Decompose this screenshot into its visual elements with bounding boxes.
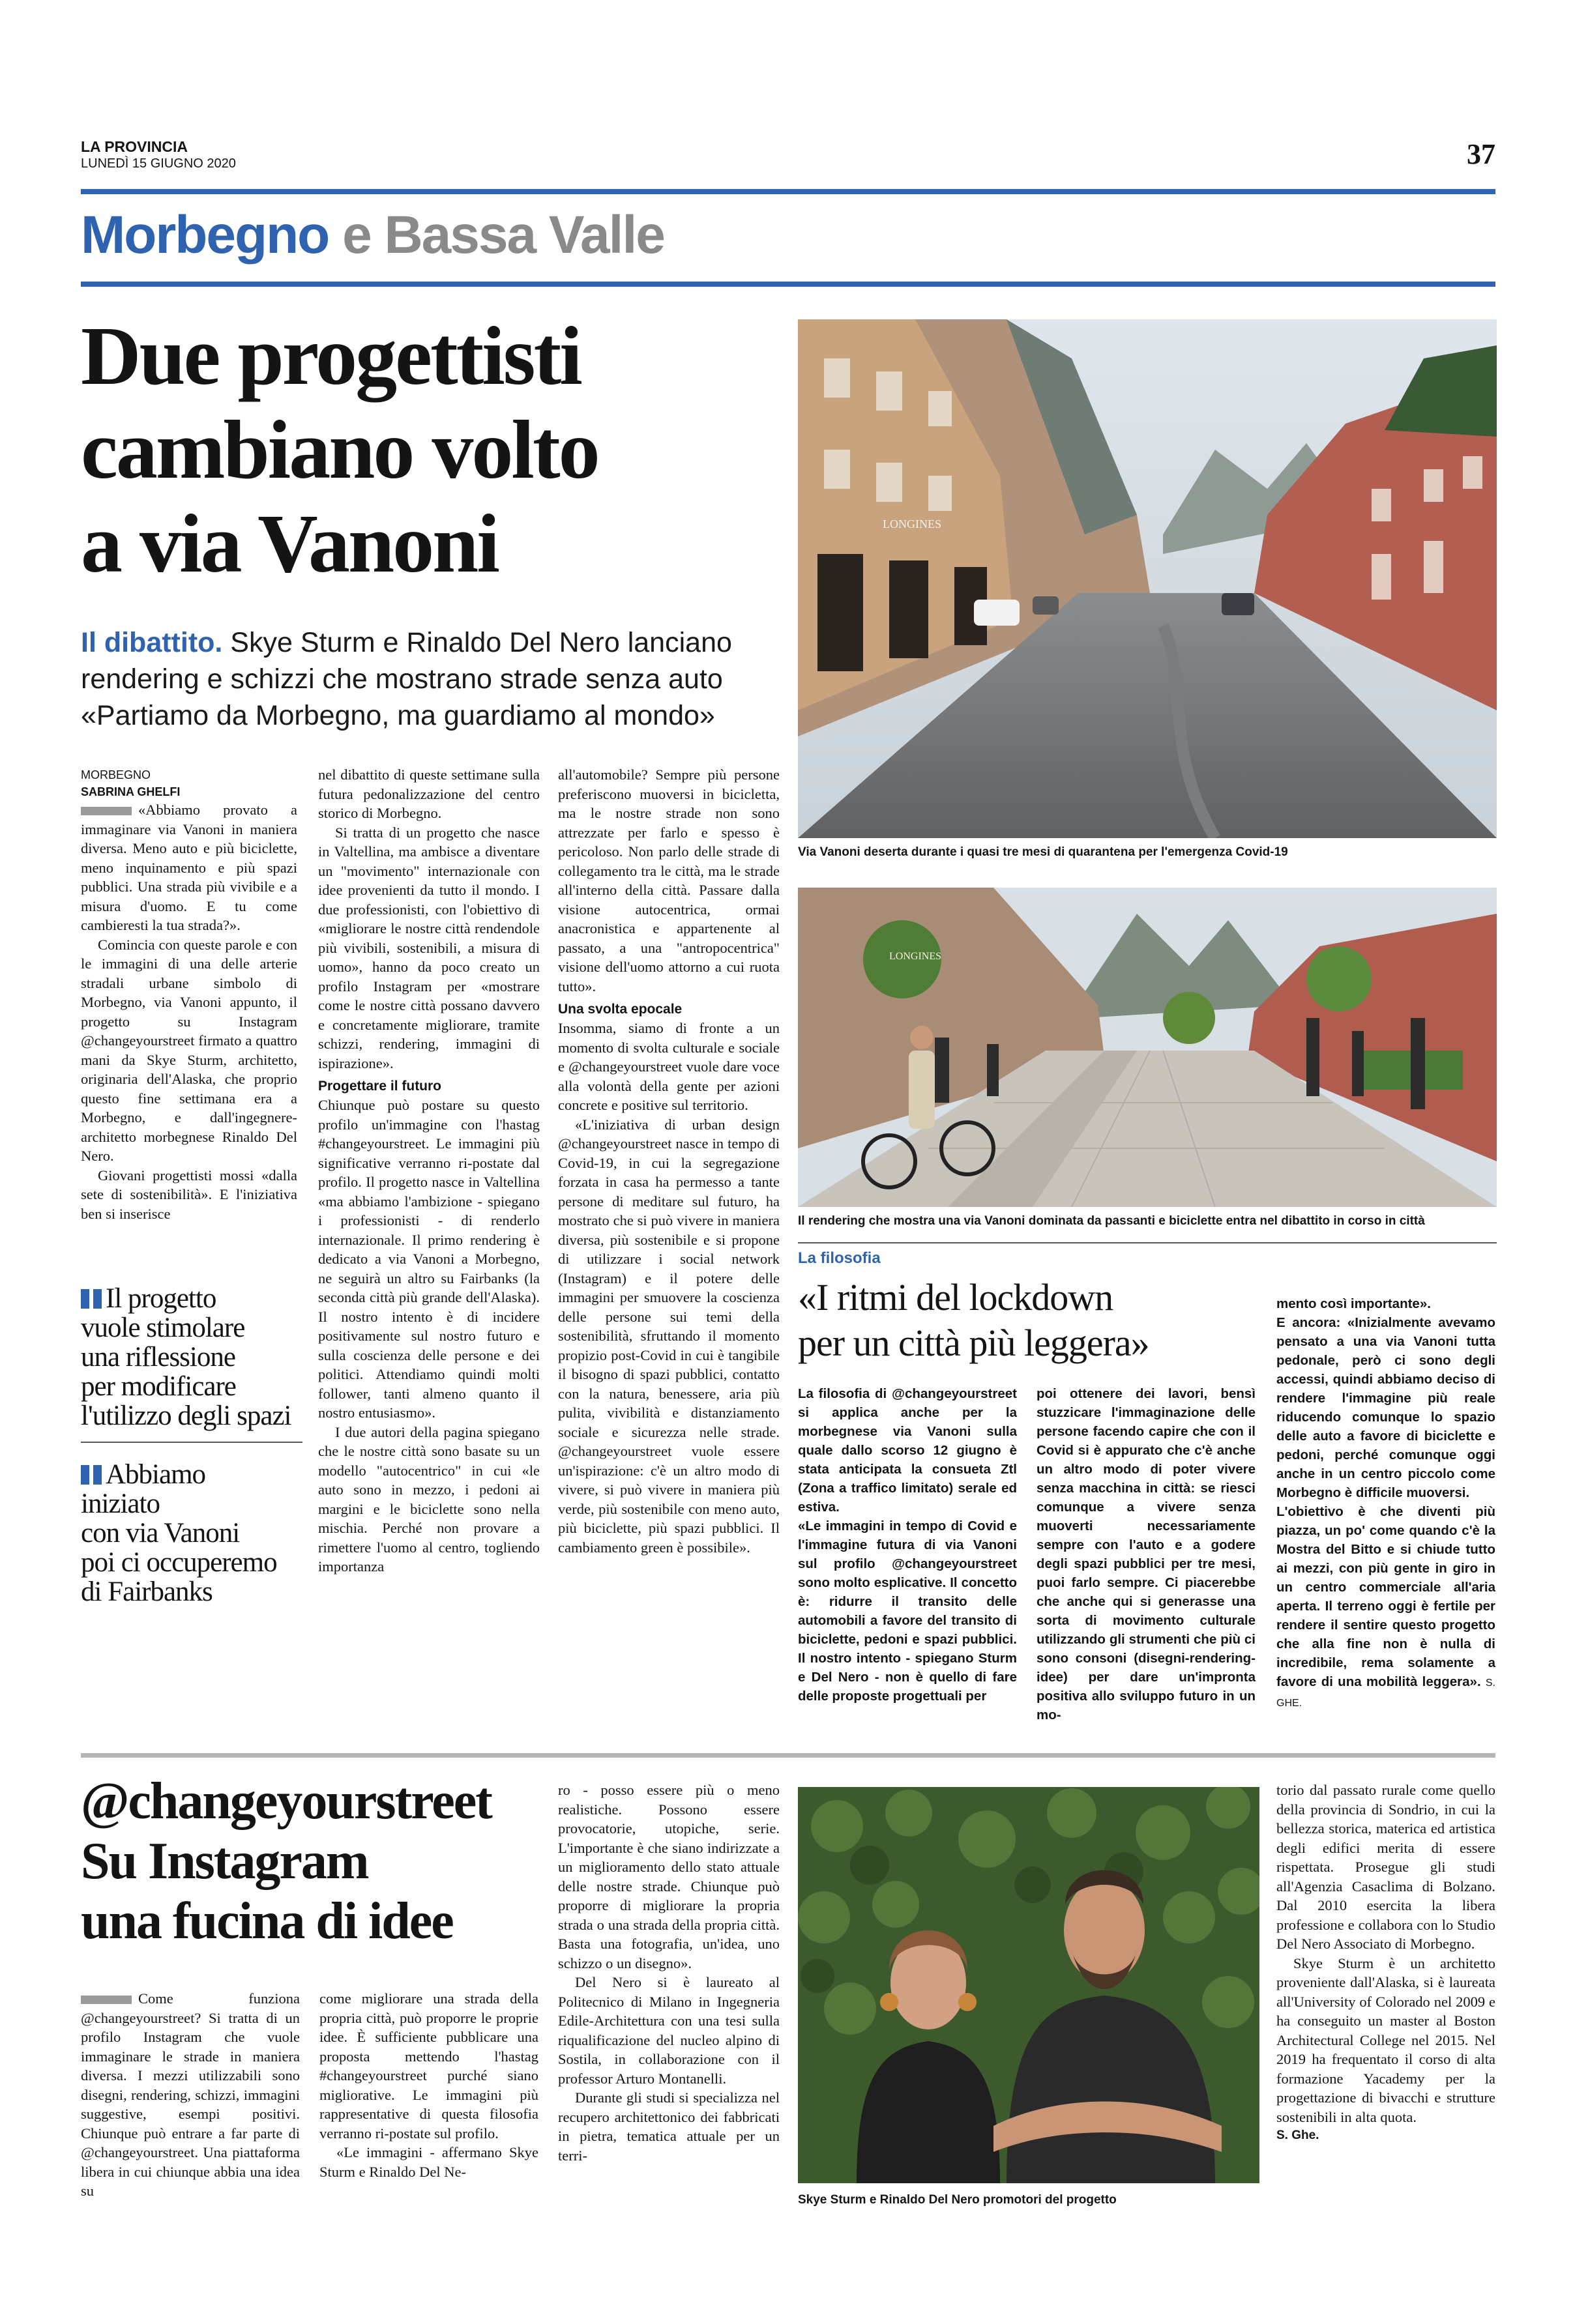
- paragraph: La filosofia di @changeyourstreet si applica anche per la morbegnese via Vanoni sulla quale dallo scorso 12 giugno è stata anticipata la consueta Ztl (Zona a traffico limitato) serale ed estiva.: [798, 1386, 1017, 1515]
- article2-col2: [319, 1989, 538, 2181]
- dateline: MORBEGNO: [81, 768, 151, 781]
- standfirst-line: «Partiamo da Morbegno, ma guardiamo al mondo»: [81, 700, 715, 731]
- quote-line: l'utilizzo degli spazi: [81, 1401, 291, 1431]
- paragraph: L'obiettivo è che diventi più piazza, un po' come quando c'è la Mostra del Bitto e si chiude tutto ai mezzi, con più gente in giro in un centro commerciale all'aria aperta. Il terreno oggi è fertile per rendere il sentire questo progetto che alla fine non è nulla di incredibile, rema solamente a favore di una mobilità leggera».: [1276, 1504, 1495, 1689]
- section-secondary: e Bassa Valle: [342, 205, 664, 265]
- section-title: [81, 199, 664, 272]
- headline-line: Su Instagram: [81, 1833, 368, 1890]
- paragraph: I due autori della pagina spiegano che le nostre città sono basate su un modello "autocentrico" in cui «le auto sono in mezzo, i pedoni ai margini e le biciclette sono nella mischia. Perché non provare a rimettere l'uomo al centro, togliendo importanza: [318, 1423, 540, 1575]
- signature: S. Ghe.: [1276, 2128, 1319, 2142]
- photo-caption-2: Il rendering che mostra una via Vanoni dominata da passanti e biciclette entra nel dibattito in corso in città: [798, 1214, 1425, 1228]
- quote-line: per modificare: [81, 1371, 236, 1402]
- photo-rendering: [798, 888, 1497, 1207]
- article1-col3: [558, 765, 780, 1557]
- byline: SABRINA GHELFI: [81, 785, 181, 798]
- article2-col3: [558, 1780, 780, 2165]
- sidebar-label: La filosofia: [798, 1249, 881, 1267]
- standfirst-kicker: Il dibattito.: [81, 627, 223, 658]
- paragraph: nel dibattito di queste settimane sulla futura pedonalizzazione del centro storico di Morbegno.: [318, 766, 540, 821]
- paragraph: «L'iniziativa di urban design @changeyourstreet nasce in tempo di Covid-19, in cui la segregazione forzata in casa ha permesso a tante persone di meditare sul futuro, ha mostrato che si può vivere in maniera diversa, più sostenibile e si propone di utilizzare i social network (Instagram) e il potere delle immagini per smuovere la coscienza delle persone sui temi della sostenibilità, sfruttando il momento propizio post-Covid in cui è tangibile il bisogno di spazi pubblici, contatto con la natura, benessere, aria più pulita, vivibilità e distanziamento sociale e sicurezza nelle strade. @changeyourstreet vuole essere un'ispirazione: c'è un altro modo di vivere, si può vivere in maniera più verde, più sostenibile con meno auto, più biciclette, più spazi pubblici. Il cambiamento green è possibile».: [558, 1116, 780, 1556]
- article2-headline: [81, 1771, 563, 1951]
- quote-line: vuole stimolare: [81, 1313, 245, 1343]
- headline-line: a via Vanoni: [81, 497, 498, 590]
- masthead: [81, 138, 1495, 190]
- paragraph: «Abbiamo provato a immaginare via Vanoni in maniera diversa. Meno auto e più biciclette, meno inquinamento e più spazi pubblici. Una strada più vivibile e a misura d'uomo. E tu come cambieresti la tua strada?».: [81, 802, 297, 933]
- paragraph: «Le immagini - affermano Skye Sturm e Rinaldo Del Ne-: [319, 2144, 538, 2180]
- masthead-rule: [81, 189, 1495, 194]
- subhead: Progettare il futuro: [318, 1079, 442, 1094]
- intro-bar: [81, 807, 132, 815]
- article2-col1: [81, 1989, 300, 2201]
- paragraph: all'automobile? Sempre più persone preferiscono muoversi in bicicletta, ma le nostre strade non sono attrezzate per farlo e spesso è pericoloso. Non parlo delle strade di collegamento tra le città, ma le strade all'interno della città. Passare dalla visione autocentrica, ormai anacronistica e appartenente al passato, a una "antropocentrica" visione dell'uomo attorno a cui ruota tutto».: [558, 766, 780, 995]
- paragraph: poi ottenere dei lavori, bensì stuzzicare l'immaginazione delle persone facendo capire che con il Covid si è appurato che c'è anche un altro modo di poter vivere senza macchina in città: se riesci comunque a vivere senza muoverti necessariamente sempre con l'auto e a godere degli spazi pubblici per tre mesi, puoi farlo sempre. Ci piacerebbe che anche qui si generasse una sorta di movimento culturale utilizzando gli strumenti che più ci sono consoni (disegni-rendering-idee) per dare un'impronta positiva allo sviluppo futuro in un mo-: [1037, 1386, 1256, 1722]
- standfirst-line: Skye Sturm e Rinaldo Del Nero lanciano: [222, 627, 732, 658]
- article1-headline: [81, 309, 772, 590]
- quote-mark: [93, 1289, 102, 1309]
- paragraph: E ancora: «Inizialmente avevamo pensato a una via Vanoni tutta pedonale, però ci sono degli accessi, quindi abbiamo deciso di rendere l'immagine più reale riducendo comunque lo spazio delle auto a favore di biciclette e pedoni, perché comunque oggi anche in un centro piccolo come Morbegno è difficile muoversi.: [1276, 1315, 1495, 1500]
- quote-line: iniziato: [81, 1489, 160, 1519]
- paragraph: «Le immagini in tempo di Covid e l'immagine futura di via Vanoni sul profilo @changeyourstreet sono molto esplicative. Il concetto è: ridurre il transito delle automobili a favore del transito di biciclette, pedoni e spazi pubblici. Il nostro intento - spiegano Sturm e Del Nero - non è quello di fare delle proposte progettuali per: [798, 1518, 1017, 1704]
- article1-col2: [318, 765, 540, 1576]
- headline-line: @changeyourstreet: [81, 1773, 492, 1830]
- shop-sign: LONGINES: [883, 517, 941, 530]
- photo-caption-1: Via Vanoni deserta durante i quasi tre mesi di quarantena per l'emergenza Covid-19: [798, 845, 1288, 859]
- paragraph: torio dal passato rurale come quello della provincia di Sondrio, in cui la bellezza storica, materica ed artistica degli edifici merita di essere rispettata. Prosegue gli studi all'Agenzia Casaclima di Bolzano. Dal 2010 esercita la libera professione e collabora con lo Studio Del Nero Associato di Morbegno.: [1276, 1782, 1495, 1952]
- subhead: Una svolta epocale: [558, 1002, 683, 1017]
- sidebar-col1: [798, 1384, 1017, 1706]
- paragraph: ro - posso essere più o meno realistiche. Possono essere provocatorie, utopiche, serie. L'importante è che siano indirizzate a un miglioramento dello stato attuale delle nostre strade. Chiunque può proporre di migliorare la propria strada o una strada della propria città. Basta una fotografia, un'idea, uno schizzo o un disegno».: [558, 1782, 780, 1971]
- caption-rule: [798, 1242, 1497, 1243]
- sidebar-col2: [1037, 1384, 1256, 1724]
- quote-mark: [93, 1465, 102, 1485]
- quote-line: Il progetto: [106, 1283, 216, 1314]
- quote-line: una riflessione: [81, 1342, 235, 1373]
- pull-quote-2: [81, 1460, 302, 1606]
- quote-line: poi ci occuperemo: [81, 1547, 277, 1578]
- headline-line: per un città più leggera»: [798, 1322, 1149, 1364]
- paper-name: LA PROVINCIA: [81, 138, 188, 155]
- paragraph: Come funziona @changeyourstreet? Si tratta di un profilo Instagram che vuole immaginare le strade in maniera diversa. I mezzi utilizzabili sono disegni, rendering, schizzi, immagini suggestive, esempi positivi. Chiunque può entrare a far parte di @changeyourstreet. Una piattaforma libera in cui chiunque abbia una idea su: [81, 1990, 300, 2199]
- quote-line: di Fairbanks: [81, 1576, 213, 1607]
- photo-portrait: [798, 1787, 1259, 2183]
- headline-line: una fucina di idee: [81, 1893, 453, 1950]
- paragraph: Durante gli studi si specializza nel recupero architettonico dei fabbricati in pietra, tematica attuale per un terri-: [558, 2089, 780, 2164]
- paragraph: come migliorare una strada della propria città, può proporre le proprie idee. È sufficiente pubblicare una proposta mettendo l'hastag #changeyourstreet purché siano migliorative. Le immagini più rappresentative di questa filosofia verranno ri-postate sul profilo.: [319, 1990, 538, 2142]
- standfirst-line: rendering e schizzi che mostrano strade senza auto: [81, 663, 723, 695]
- paragraph: Skye Sturm è un architetto proveniente dall'Alaska, si è laureata all'University of Colorado nel 2009 e ha conseguito un master al Boston Architectural College nel 2015. Nel 2019 ha frequentato il corso di alta formazione Yacademy per la progettazione di bivacchi e strutture sostenibili in alta quota.: [1276, 1954, 1495, 2125]
- paragraph: Giovani progettisti mossi «dalla sete di sostenibilità». E l'iniziativa ben si inserisce: [81, 1167, 297, 1222]
- quote-mark: [81, 1289, 89, 1309]
- pull-quote-1: [81, 1284, 302, 1431]
- photo-empty-street: [798, 319, 1497, 838]
- headline-line: «I ritmi del lockdown: [798, 1276, 1113, 1318]
- paragraph: Insomma, siamo di fronte a un momento di svolta culturale e sociale e @changeyourstreet vuole dare voce alla volontà della gente per azioni concrete e positive sul territorio.: [558, 1020, 780, 1113]
- sidebar-headline: [798, 1275, 1267, 1366]
- quote-divider: [81, 1442, 302, 1443]
- page-number: 37: [1467, 138, 1495, 170]
- paragraph: mento così importante».: [1276, 1296, 1431, 1311]
- paragraph: Si tratta di un progetto che nasce in Valtellina, ma ambisce a diventare un "movimento" internazionale con idee provenienti da tutto il mondo. I due professionisti, con l'obiettivo di «migliorare le nostre città rendendole più vivibili, sostenibili, a misura di uomo», hanno da poco creato un profilo Instagram per «mostrare come le nostre città possano davvero e concretamente migliorare, tramite schizzi, rendering, immagini di ispirazione».: [318, 824, 540, 1071]
- article1-standfirst: [81, 624, 785, 734]
- headline-line: cambiano volto: [81, 403, 598, 496]
- shop-sign: LONGINES: [889, 951, 941, 962]
- headline-line: Due progettisti: [81, 310, 581, 402]
- signature: S. GHE.: [1276, 1678, 1495, 1709]
- quote-line: con via Vanoni: [81, 1518, 240, 1548]
- article2-col4: [1276, 1780, 1495, 2145]
- quote-line: Abbiamo: [106, 1459, 206, 1490]
- article1-col1: [81, 766, 297, 1223]
- section-primary: Morbegno: [81, 205, 329, 265]
- sidebar-col3: [1276, 1294, 1495, 1713]
- paragraph: Comincia con queste parole e con le immagini di una delle arterie stradali urbane simbolo di Morbegno, via Vanoni appunto, il progetto su Instagram @changeyourstreet firmato a quattro mani da Skye Sturm, architetto, originaria dell'Alaska, che proprio questo fine settimana era a Morbegno, e dall'ingegnere-architetto morbegnese Rinaldo Del Nero.: [81, 936, 297, 1164]
- article-divider: [81, 1753, 1495, 1758]
- issue-date: LUNEDÌ 15 GIUGNO 2020: [81, 156, 236, 171]
- quote-mark: [81, 1465, 89, 1485]
- section-rule: [81, 282, 1495, 287]
- intro-bar: [81, 1996, 132, 2004]
- paragraph: Del Nero si è laureato al Politecnico di Milano in Ingegneria Edile-Architettura con una tesi sulla riqualificazione del nucleo alpino di Sostila, in collaborazione con il professor Arturo Montanelli.: [558, 1974, 780, 2087]
- photo-caption-3: Skye Sturm e Rinaldo Del Nero promotori del progetto: [798, 2193, 1117, 2207]
- paragraph: Chiunque può postare su questo profilo un'immagine con l'hastag #changeyourstreet. Le immagini più significative verranno ri-postate dal profilo. Il progetto nasce in Valtellina «ma abbiamo l'ambizione - spiegano i professionisti - di renderlo internazionale. Il primo rendering è dedicato a via Vanoni a Morbegno, ne seguirà un altro su Fairbanks (la seconda città più grande dell'Alaska). Il nostro intento è di incidere positivamente sul nostro futuro e sulla coscienza delle persone e dei politici. Attendiamo quindi molti follower, tanti almeno quanto il nostro entusiasmo».: [318, 1097, 540, 1421]
